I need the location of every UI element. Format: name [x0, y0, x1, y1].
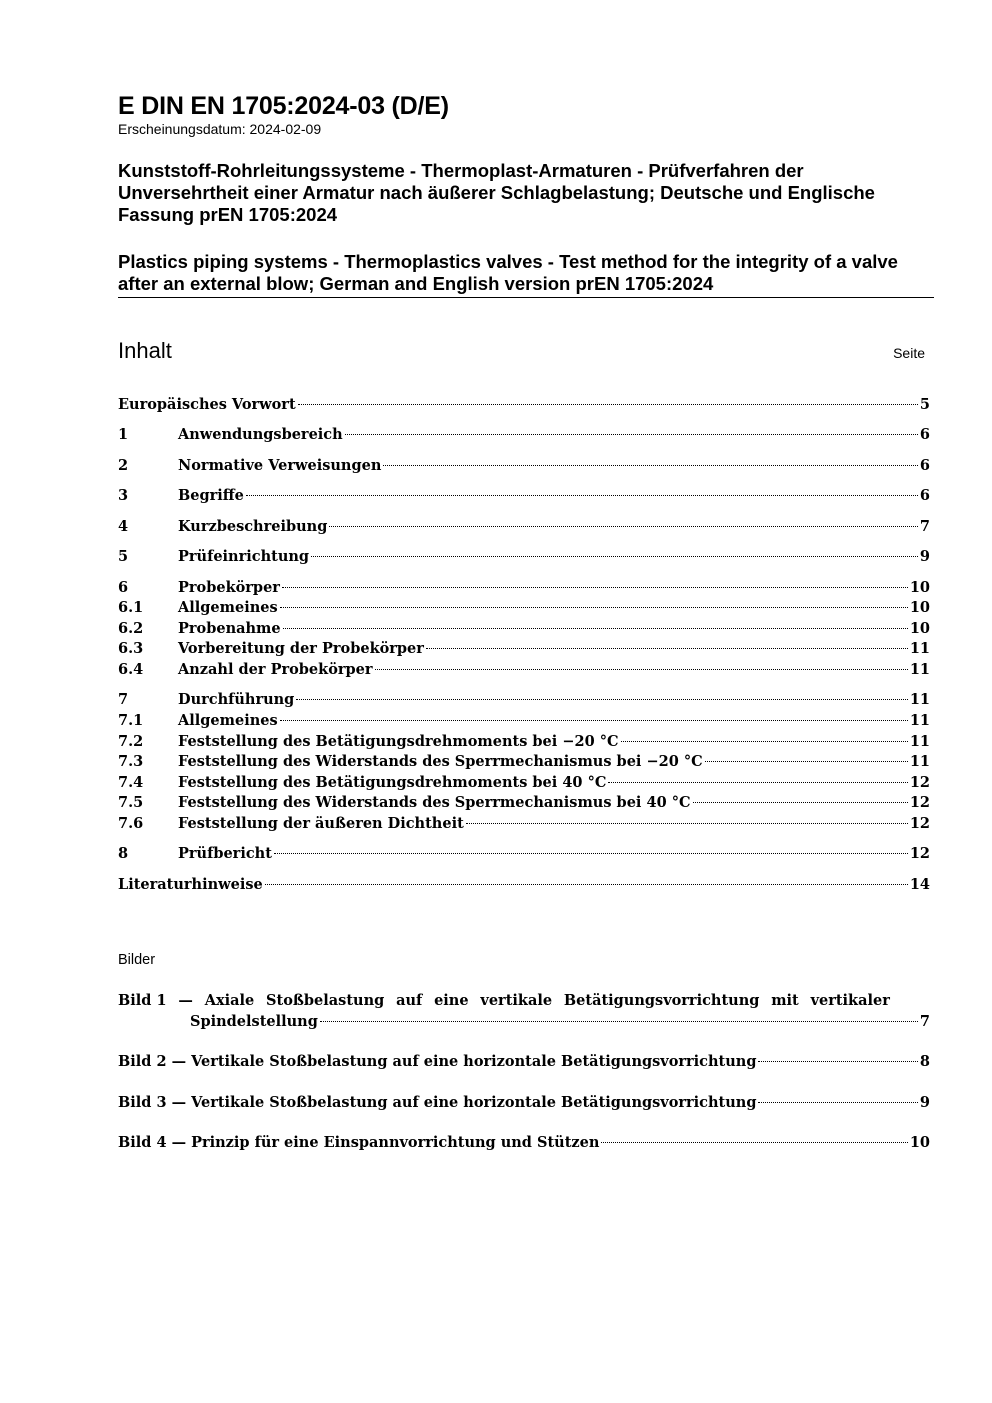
- toc-leader: [282, 587, 908, 588]
- toc-leader: [296, 699, 908, 700]
- toc-entry[interactable]: [118, 814, 930, 834]
- toc-entry-number: 7.2: [118, 733, 144, 750]
- toc-leader: [246, 495, 918, 496]
- toc-entry-number: 1: [118, 426, 129, 443]
- toc-entry-title: Allgemeines: [178, 599, 278, 616]
- toc-entry-number: 2: [118, 457, 129, 474]
- toc-leader: [283, 628, 908, 629]
- figures-heading: Bilder: [118, 952, 156, 968]
- toc-leader: [265, 884, 908, 885]
- toc-entry-title: Prüfeinrichtung: [178, 548, 310, 565]
- toc-entry-page: 9: [919, 548, 930, 565]
- toc-entry-title: Durchführung: [178, 691, 295, 708]
- toc-entry-page: 12: [909, 774, 930, 791]
- toc-entry-page: 12: [909, 794, 930, 811]
- figure-dash: —: [171, 1053, 187, 1070]
- toc-leader: [345, 434, 918, 435]
- toc-leader: [758, 1061, 917, 1062]
- toc-entry-page: 10: [909, 599, 930, 616]
- toc-entry[interactable]: [118, 486, 930, 506]
- toc-entry-page: 6: [919, 457, 930, 474]
- figure-title-continued: Spindelstellung: [190, 1013, 318, 1030]
- toc-entry[interactable]: [118, 711, 930, 731]
- toc-entry[interactable]: [118, 875, 930, 895]
- toc-entry[interactable]: [118, 690, 930, 710]
- toc-entry-title: Anwendungsbereich: [178, 426, 343, 443]
- figure-label: Bild 1: [118, 992, 167, 1009]
- toc-leader: [758, 1102, 917, 1103]
- toc-leader: [274, 853, 908, 854]
- toc-entry-number: 3: [118, 487, 129, 504]
- toc-leader: [311, 556, 918, 557]
- figure-title: Prinzip für eine Einspannvorrichtung und Stützen: [191, 1134, 600, 1151]
- toc-leader: [601, 1142, 907, 1143]
- figure-title-word: vertikaler: [810, 992, 890, 1009]
- figure-title-word: eine: [434, 992, 469, 1009]
- toc-entry-page: 11: [909, 661, 930, 678]
- figure-title: Vertikale Stoßbelastung auf eine horizontale Betätigungsvorrichtung: [191, 1094, 757, 1111]
- figure-dash: —: [171, 1134, 187, 1151]
- toc-entry[interactable]: [118, 456, 930, 476]
- toc-entry[interactable]: [118, 639, 930, 659]
- figure-dash: —: [171, 1094, 187, 1111]
- toc-entry-page: 11: [909, 640, 930, 657]
- toc-entry-number: 6.4: [118, 661, 144, 678]
- toc-leader: [705, 761, 908, 762]
- toc-entry-page: 6: [919, 426, 930, 443]
- toc-entry-title: Feststellung des Betätigungsdrehmoments bei 40 °C: [178, 774, 607, 791]
- toc-entry[interactable]: [118, 793, 930, 813]
- toc-entry-number: 6.2: [118, 620, 144, 637]
- figure-entry[interactable]: [118, 990, 930, 1032]
- toc-entry-number: 6.3: [118, 640, 144, 657]
- figure-label: Bild 3: [118, 1094, 167, 1111]
- toc-entry-title: Prüfbericht: [178, 845, 272, 862]
- toc-entry-page: 11: [909, 733, 930, 750]
- toc-entry[interactable]: [118, 844, 930, 864]
- toc-entry-number: 6.1: [118, 599, 144, 616]
- figure-page: 8: [919, 1053, 930, 1070]
- toc-entry[interactable]: [118, 773, 930, 793]
- figure-title-word: auf: [396, 992, 423, 1009]
- toc-entry-number: 7.3: [118, 753, 144, 770]
- toc-entry-page: 10: [909, 579, 930, 596]
- figure-title-word: Betätigungsvorrichtung: [563, 992, 760, 1009]
- toc-leader: [608, 782, 907, 783]
- toc-entry-title: Anzahl der Probekörper: [178, 661, 373, 678]
- figure-label: Bild 4: [118, 1134, 167, 1151]
- toc-heading: Inhalt: [118, 338, 172, 363]
- toc-entry[interactable]: [118, 619, 930, 639]
- toc-entry-title: Europäisches Vorwort: [118, 396, 296, 413]
- toc-entry-number: 7.5: [118, 794, 144, 811]
- toc-entry-page: 12: [909, 815, 930, 832]
- figure-entry[interactable]: [118, 1051, 930, 1072]
- toc-entry-page: 5: [919, 396, 930, 413]
- toc-entry-page: 6: [919, 487, 930, 504]
- toc-entry-title: Allgemeines: [178, 712, 278, 729]
- toc-entry[interactable]: [118, 660, 930, 680]
- toc-entry-page: 11: [909, 712, 930, 729]
- figure-title-word: vertikale: [480, 992, 553, 1009]
- toc-leader: [621, 741, 908, 742]
- toc-page-label: Seite: [893, 345, 925, 361]
- toc-entry-title: Feststellung des Widerstands des Sperrmechanismus bei 40 °C: [178, 794, 691, 811]
- toc-entry-title: Feststellung des Widerstands des Sperrmechanismus bei −20 °C: [178, 753, 703, 770]
- toc-leader: [280, 720, 908, 721]
- title-german: Kunststoff-Rohrleitungssysteme - Thermoplast-Armaturen - Prüfverfahren der Unversehrtheit einer Armatur nach äußerer Schlagbelastung; Deutsche und Englische Fassung prEN 1705:2024: [118, 160, 875, 225]
- toc-entry-page: 7: [919, 518, 930, 535]
- toc-leader: [280, 607, 908, 608]
- toc-leader: [693, 802, 908, 803]
- toc-entry-page: 12: [909, 845, 930, 862]
- toc-entry[interactable]: [118, 752, 930, 772]
- document-id: E DIN EN 1705:2024-03 (D/E): [118, 92, 449, 120]
- toc-entry-title: Literaturhinweise: [118, 876, 263, 893]
- figure-page: 7: [919, 1013, 930, 1030]
- toc-leader: [375, 669, 908, 670]
- toc-leader: [466, 823, 908, 824]
- figure-title-word: mit: [771, 992, 799, 1009]
- toc-entry-title: Feststellung der äußeren Dichtheit: [178, 815, 464, 832]
- toc-entry[interactable]: [118, 517, 930, 537]
- toc-entry-number: 7.6: [118, 815, 144, 832]
- toc-leader: [329, 526, 918, 527]
- toc-leader: [320, 1021, 918, 1022]
- toc-entry-title: Probenahme: [178, 620, 281, 637]
- toc-entry[interactable]: [118, 598, 930, 618]
- figure-page: 10: [909, 1134, 930, 1151]
- figure-title-word: Stoßbelastung: [266, 992, 385, 1009]
- toc-entry-title: Kurzbeschreibung: [178, 518, 328, 535]
- figure-page: 9: [919, 1094, 930, 1111]
- toc-entry-number: 5: [118, 548, 129, 565]
- toc-entry-title: Vorbereitung der Probekörper: [178, 640, 424, 657]
- toc-entry[interactable]: [118, 578, 930, 598]
- title-underline: [118, 297, 934, 298]
- toc-entry-number: 8: [118, 845, 129, 862]
- toc-entry-page: 10: [909, 620, 930, 637]
- toc-entry-number: 6: [118, 579, 129, 596]
- toc-entry[interactable]: [118, 425, 930, 445]
- toc-entry-title: Begriffe: [178, 487, 244, 504]
- toc-entry-page: 14: [909, 876, 930, 893]
- title-english: Plastics piping systems - Thermoplastics valves - Test method for the integrity of a valve after an external blow; German and English version prEN 1705:2024: [118, 251, 898, 294]
- toc-entry-number: 7.4: [118, 774, 144, 791]
- figure-title-word: Axiale: [204, 992, 255, 1009]
- figure-entry[interactable]: [118, 1092, 930, 1113]
- toc-entry[interactable]: [118, 547, 930, 567]
- figure-dash: —: [178, 992, 193, 1009]
- figure-label: Bild 2: [118, 1053, 167, 1070]
- toc-entry-number: 7.1: [118, 712, 144, 729]
- toc-entry[interactable]: [118, 395, 930, 415]
- toc-entry-number: 4: [118, 518, 129, 535]
- toc-leader: [383, 465, 918, 466]
- toc-entry[interactable]: [118, 732, 930, 752]
- figure-entry[interactable]: [118, 1132, 930, 1153]
- toc-leader: [298, 404, 918, 405]
- toc-entry-title: Normative Verweisungen: [178, 457, 382, 474]
- publication-date: Erscheinungsdatum: 2024-02-09: [118, 121, 322, 137]
- toc-entry-page: 11: [909, 691, 930, 708]
- toc-entry-title: Probekörper: [178, 579, 280, 596]
- toc-leader: [426, 648, 908, 649]
- toc-entry-title: Feststellung des Betätigungsdrehmoments bei −20 °C: [178, 733, 619, 750]
- toc-entry-number: 7: [118, 691, 129, 708]
- toc-entry-page: 11: [909, 753, 930, 770]
- figure-title: Vertikale Stoßbelastung auf eine horizontale Betätigungsvorrichtung: [191, 1053, 757, 1070]
